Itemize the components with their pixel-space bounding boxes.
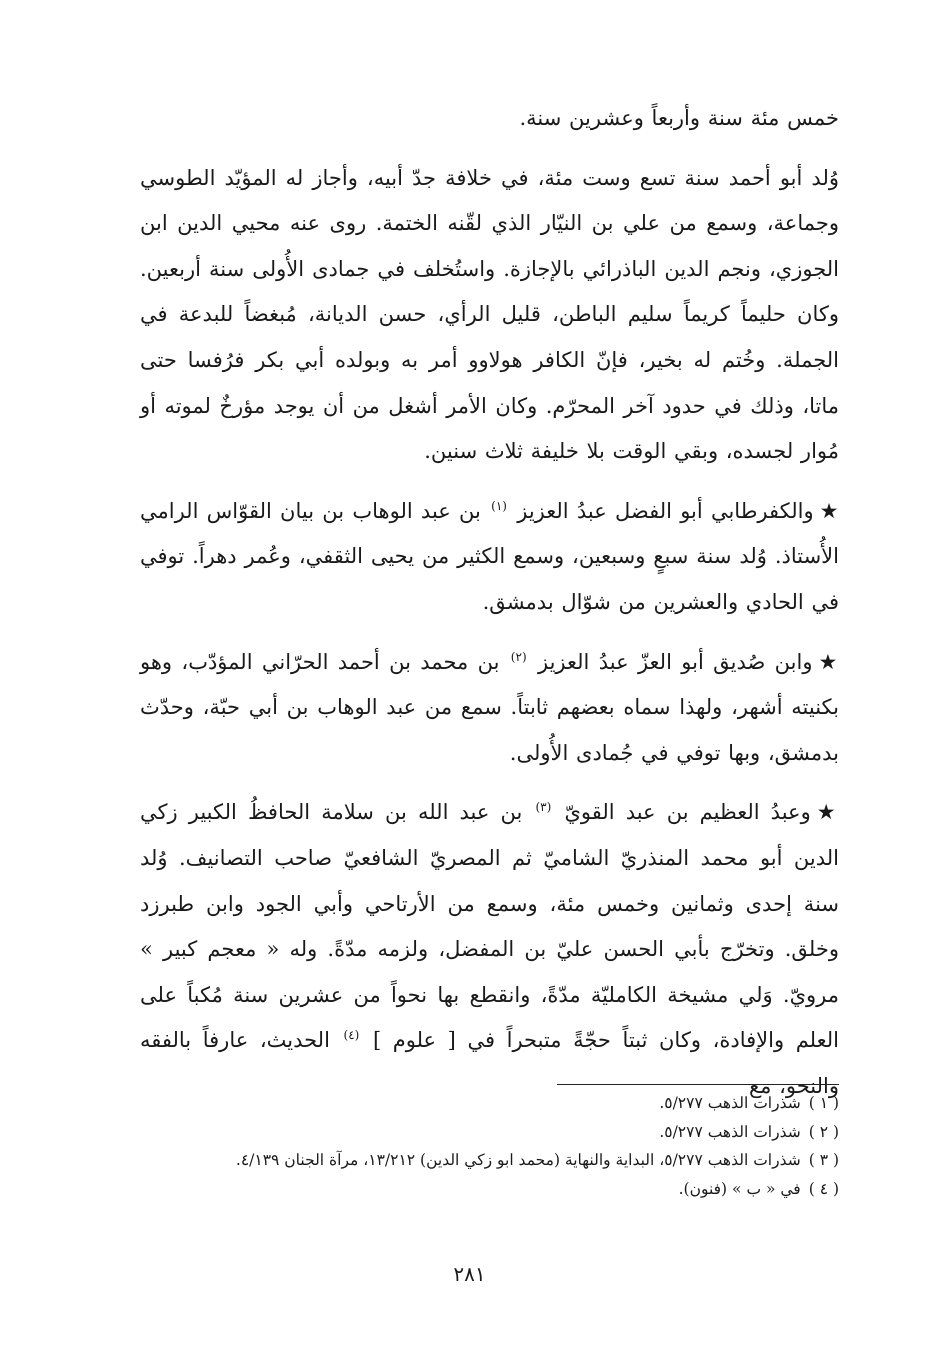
footnote-text: شذرات الذهب ٥/٢٧٧.: [659, 1094, 801, 1112]
footnote-2: [140, 1119, 839, 1146]
entry-ibn-sudayq: [140, 640, 839, 777]
entry-text-start: وعبدُ العظيم بن عبد القويّ: [564, 800, 811, 825]
footnotes: [140, 1090, 839, 1202]
entry-text-start: وابن صُديق أبو العزّ عبدُ العزيز: [537, 649, 813, 674]
star-marker: ★: [819, 498, 839, 523]
entry-text-rest: بن عبد الله بن سلامة الحافظُ الكبير زكي الدين أبو محمد المنذريّ الشاميّ ثم المصريّ الشافعيّ صاحب التصانيف. وُلد سنة إحدى وثمانين وخمس مئة، وسمع من الأرتاحي وأبي الجود وابن طبرزد وخلق. وتخرّج بأبي الحسن عليّ بن المفضل، ولزمه مدّةً. وله « معجم كبير » مرويّ. وَلي مشيخة الكامليّة مدّةً، وانقطع بها نحواً من عشرين سنة مُكباً على العلم والإفادة، وكان ثبتاً حجّةً متبحراً في [ علوم ]: [140, 800, 839, 1053]
entry-kafartabi: [140, 489, 839, 626]
entry-text-rest: بن عبد الوهاب بن بيان القوّاس الرامي الأُستاذ. وُلد سنة سبعٍ وسبعين، وسمع الكثير من يحيى الثقفي، وعُمر دهراً. توفي في الحادي والعشرين من شوّال بدمشق.: [140, 498, 839, 614]
entry-text-end: الحديث، عارفاً بالفقه والنحو، مع: [140, 1028, 839, 1098]
footnote-divider: [557, 1084, 839, 1085]
footnote-3: [140, 1147, 839, 1174]
entry-text-start: والكفرطابي أبو الفضل عبدُ العزيز: [517, 498, 814, 523]
footnote-text: شذرات الذهب ٥/٢٧٧، البداية والنهاية (محمد ابو زكي الدين) ١٣/٢١٢، مرآة الجنان ٤/١٣٩.: [235, 1151, 801, 1169]
footnote-4: [140, 1176, 839, 1203]
entry-mundhiri: [140, 790, 839, 1109]
paragraph-opening: خمس مئة سنة وأربعاً وعشرين سنة.: [519, 106, 839, 130]
footnote-number: ( ٢ ): [808, 1122, 839, 1141]
footnote-ref-2[interactable]: (٢): [510, 649, 527, 664]
footnote-1: [140, 1090, 839, 1117]
footnote-text: في « ب » (فنون).: [678, 1179, 801, 1198]
footnote-ref-4[interactable]: (٤): [343, 1028, 360, 1043]
footnote-number: ( ١ ): [808, 1094, 839, 1112]
paragraph-abu-ahmad: وُلد أبو أحمد سنة تسع وست مئة، في خلافة جدّ أبيه، وأجاز له المؤيّد الطوسي وجماعة، وسمع من علي بن النيّار الذي لقّنه الختمة. روى عنه محيي الدين ابن الجوزي، ونجم الدين الباذرائي بالإجازة. واستُخلف في جمادى الأُولى سنة أربعين. وكان حليماً كريماً سليم الباطن، قليل الرأي، حسن الديانة، مُبغضاً للبدعة في الجملة. وخُتم له بخير، فإنّ الكافر هولاوو أمر به وبولده أبي بكر فرُفسا حتى ماتا، وذلك في حدود آخر المحرّم. وكان الأمر أشغل من أن يوجد مؤرخٌ لموته أو مُوار لجسده، وبقي الوقت بلا خليفة ثلاث سنين.: [140, 165, 839, 464]
footnote-number: ( ٤ ): [808, 1179, 839, 1198]
entry-text-rest: بن محمد بن أحمد الحرّاني المؤدّب، وهو بكنيته أشهر، ولهذا سماه بعضهم ثابتاً. سمع من عبد الوهاب بن أبي حبّة، وحدّث بدمشق، وبها توفي في جُمادى الأُولى.: [140, 649, 839, 765]
footnote-ref-3[interactable]: (٣): [535, 800, 552, 815]
footnote-text: شذرات الذهب ٥/٢٧٧.: [659, 1122, 801, 1141]
star-marker: ★: [816, 800, 839, 825]
footnote-ref-1[interactable]: (١): [491, 498, 507, 513]
footnote-number: ( ٣ ): [808, 1151, 839, 1169]
star-marker: ★: [818, 649, 839, 674]
page-number: ٢٨١: [453, 1262, 486, 1286]
main-text: [140, 96, 839, 1109]
